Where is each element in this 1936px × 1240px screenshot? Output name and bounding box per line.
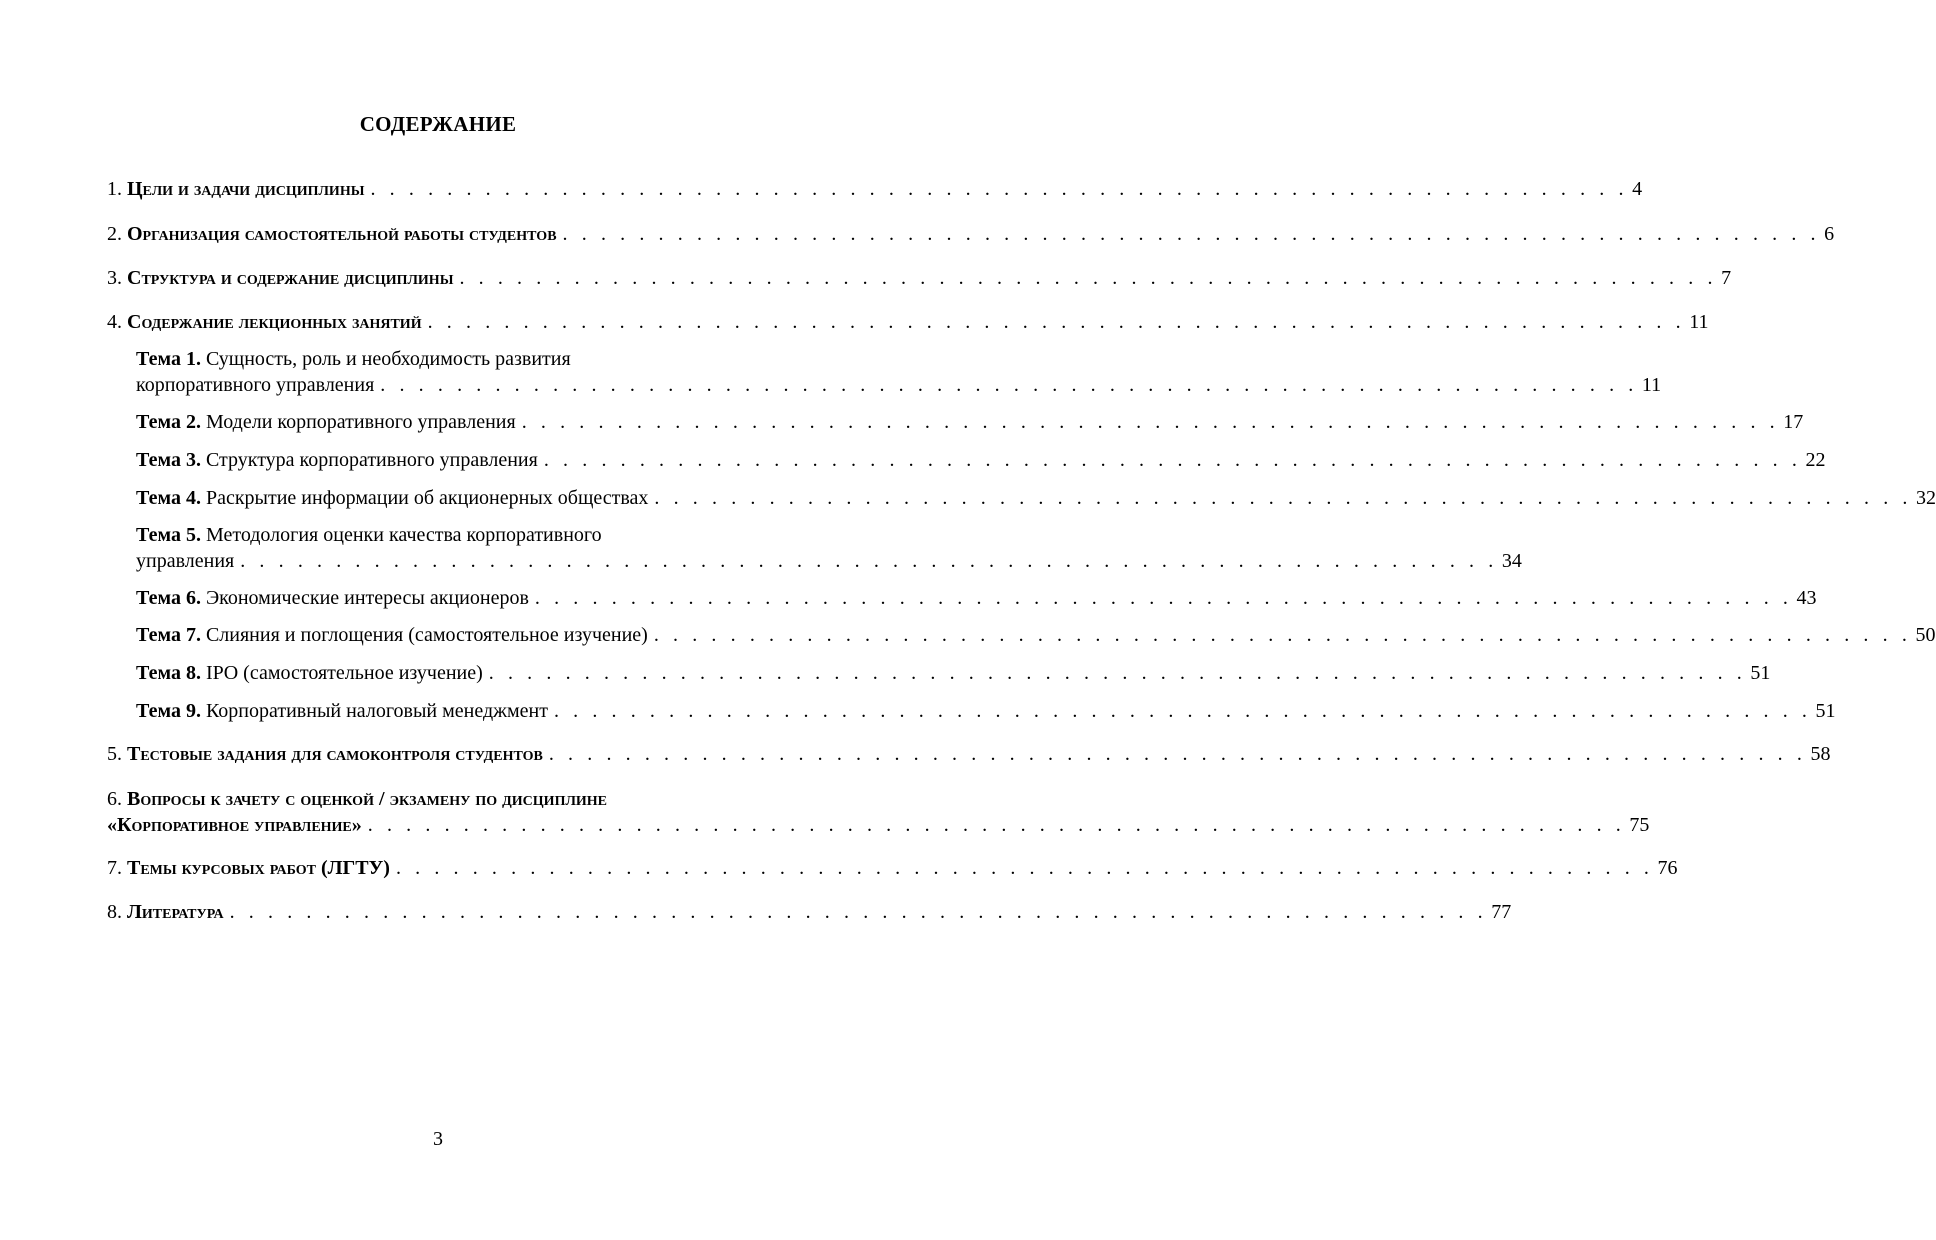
dot-leader: . . . . . . . . . . . . . . . . . . . . . . . . . . . . . . . . . . . . . . . . . . . . . . . . . . . . . . . . . . . . . . . . . . — [543, 449, 1802, 471]
toc-subentry-7[interactable]: Тема 7. Слияния и поглощения (самостоятельное изучение) . . . . . . . . . . . . . . . . . . . . . . . . . . . . . . . . . . . . . . . . . . . . . . . . . . . . . . . . . . . . . . . . . . 50 — [136, 624, 1936, 646]
dot-leader: . . . . . . . . . . . . . . . . . . . . . . . . . . . . . . . . . . . . . . . . . . . . . . . . . . . . . . . . . . . . . . . . . . — [240, 550, 1498, 572]
dot-leader: . . . . . . . . . . . . . . . . . . . . . . . . . . . . . . . . . . . . . . . . . . . . . . . . . . . . . . . . . . . . . . . . . . — [534, 587, 1793, 609]
toc-subentry-2[interactable]: Тема 2. Модели корпоративного управления . . . . . . . . . . . . . . . . . . . . . . . . . . . . . . . . . . . . . . . . . . . . . . . . . . . . . . . . . . . . . . . . . . 17 — [136, 411, 1804, 433]
toc-page-number: 76 — [1657, 857, 1678, 879]
toc-entry-7[interactable] — [107, 855, 1678, 881]
toc-entry-6[interactable]: «Корпоративное управление» . . . . . . . . . . . . . . . . . . . . . . . . . . . . . . . . . . . . . . . . . . . . . . . . . . . . . . . . . . . . . . . . . . 75 — [107, 814, 1650, 836]
toc-page-number: 75 — [1629, 814, 1650, 836]
toc-entry-6-line1[interactable]: 6. Вопросы к зачету с оценкой / экзамену по дисциплине — [107, 788, 608, 810]
toc-page-number: 34 — [1501, 550, 1522, 572]
toc-page-number: 32 — [1916, 487, 1936, 509]
toc-entry-label: 2. Организация самостоятельной работы студентов — [107, 223, 557, 245]
toc-entry-label: 7. Темы курсовых работ (ЛГТУ) — [107, 857, 390, 879]
dot-leader: . . . . . . . . . . . . . . . . . . . . . . . . . . . . . . . . . . . . . . . . . . . . . . . . . . . . . . . . . . . . . . . . . . — [459, 267, 1718, 289]
dot-leader: . . . . . . . . . . . . . . . . . . . . . . . . . . . . . . . . . . . . . . . . . . . . . . . . . . . . . . . . . . . . . . . . . . — [229, 901, 1488, 923]
toc-entry-label: 4. Содержание лекционных занятий — [107, 311, 422, 333]
toc-page-number: 22 — [1805, 449, 1826, 471]
toc-subentry-1-line1[interactable]: Тема 1. Сущность, роль и необходимость развития — [136, 348, 571, 370]
toc-page-number: 7 — [1721, 267, 1732, 289]
toc-subentry-9[interactable]: Тема 9. Корпоративный налоговый менеджмент . . . . . . . . . . . . . . . . . . . . . . . . . . . . . . . . . . . . . . . . . . . . . . . . . . . . . . . . . . . . . . . . . . 51 — [136, 700, 1836, 722]
dot-leader: . . . . . . . . . . . . . . . . . . . . . . . . . . . . . . . . . . . . . . . . . . . . . . . . . . . . . . . . . . . . . . . . . . — [380, 374, 1638, 396]
toc-page-number: 58 — [1810, 743, 1831, 765]
dot-leader: . . . . . . . . . . . . . . . . . . . . . . . . . . . . . . . . . . . . . . . . . . . . . . . . . . . . . . . . . . . . . . . . . . — [548, 743, 1807, 765]
toc-subentry-3[interactable]: Тема 3. Структура корпоративного управления . . . . . . . . . . . . . . . . . . . . . . . . . . . . . . . . . . . . . . . . . . . . . . . . . . . . . . . . . . . . . . . . . . 22 — [136, 449, 1826, 471]
dot-leader: . . . . . . . . . . . . . . . . . . . . . . . . . . . . . . . . . . . . . . . . . . . . . . . . . . . . . . . . . . . . . . . . . . — [521, 411, 1780, 433]
dot-leader: . . . . . . . . . . . . . . . . . . . . . . . . . . . . . . . . . . . . . . . . . . . . . . . . . . . . . . . . . . . . . . . . . . — [562, 223, 1821, 245]
toc-page-number: 6 — [1824, 223, 1835, 245]
toc-page-number: 11 — [1689, 311, 1709, 333]
toc-page-number: 43 — [1796, 587, 1817, 609]
toc-subentry-5-line1[interactable]: Тема 5. Методология оценки качества корпоративного — [136, 524, 602, 546]
dot-leader: . . . . . . . . . . . . . . . . . . . . . . . . . . . . . . . . . . . . . . . . . . . . . . . . . . . . . . . . . . . . . . . . . . — [370, 178, 1629, 200]
dot-leader: . . . . . . . . . . . . . . . . . . . . . . . . . . . . . . . . . . . . . . . . . . . . . . . . . . . . . . . . . . . . . . . . . . — [395, 857, 1654, 879]
toc-page-number: 51 — [1815, 700, 1836, 722]
toc-page-number: 51 — [1750, 662, 1771, 684]
toc-page-number: 17 — [1783, 411, 1804, 433]
dot-leader: . . . . . . . . . . . . . . . . . . . . . . . . . . . . . . . . . . . . . . . . . . . . . . . . . . . . . . . . . . . . . . . . . . — [654, 487, 1913, 509]
toc-page-number: 4 — [1632, 178, 1643, 200]
dot-leader: . . . . . . . . . . . . . . . . . . . . . . . . . . . . . . . . . . . . . . . . . . . . . . . . . . . . . . . . . . . . . . . . . . — [653, 624, 1912, 646]
toc-subentry-4[interactable]: Тема 4. Раскрытие информации об акционерных обществах . . . . . . . . . . . . . . . . . . . . . . . . . . . . . . . . . . . . . . . . . . . . . . . . . . . . . . . . . . . . . . . . . . 32 — [136, 487, 1936, 509]
dot-leader: . . . . . . . . . . . . . . . . . . . . . . . . . . . . . . . . . . . . . . . . . . . . . . . . . . . . . . . . . . . . . . . . . . — [553, 700, 1812, 722]
toc-entry-1[interactable] — [107, 176, 1643, 202]
toc-entry-label: 8. Литература — [107, 901, 224, 923]
dot-leader: . . . . . . . . . . . . . . . . . . . . . . . . . . . . . . . . . . . . . . . . . . . . . . . . . . . . . . . . . . . . . . . . . . — [488, 662, 1747, 684]
page-title: СОДЕРЖАНИЕ — [359, 112, 517, 136]
toc-entry-8[interactable] — [107, 899, 1512, 925]
toc-entry-label: 3. Структура и содержание дисциплины — [107, 267, 454, 289]
dot-leader: . . . . . . . . . . . . . . . . . . . . . . . . . . . . . . . . . . . . . . . . . . . . . . . . . . . . . . . . . . . . . . . . . . — [367, 814, 1626, 836]
toc-page-number: 50 — [1915, 624, 1936, 646]
toc-entry-label: 1. Цели и задачи дисциплины — [107, 178, 365, 200]
toc-entry-label: 5. Тестовые задания для самоконтроля студентов — [107, 743, 543, 765]
dot-leader: . . . . . . . . . . . . . . . . . . . . . . . . . . . . . . . . . . . . . . . . . . . . . . . . . . . . . . . . . . . . . . . . . . — [427, 311, 1686, 333]
toc-entry-2[interactable] — [107, 221, 1835, 247]
toc-page-number: 77 — [1491, 901, 1512, 923]
toc-subentry-6[interactable]: Тема 6. Экономические интересы акционеров . . . . . . . . . . . . . . . . . . . . . . . . . . . . . . . . . . . . . . . . . . . . . . . . . . . . . . . . . . . . . . . . . . 43 — [136, 587, 1817, 609]
toc-page-number: 11 — [1641, 374, 1662, 396]
toc-subentry-8[interactable]: Тема 8. IPO (самостоятельное изучение) . . . . . . . . . . . . . . . . . . . . . . . . . . . . . . . . . . . . . . . . . . . . . . . . . . . . . . . . . . . . . . . . . . 51 — [136, 662, 1771, 684]
page-number: 3 — [433, 1128, 443, 1150]
toc-subentry-5[interactable]: управления . . . . . . . . . . . . . . . . . . . . . . . . . . . . . . . . . . . . . . . . . . . . . . . . . . . . . . . . . . . . . . . . . . 34 — [136, 550, 1522, 572]
toc-entry-3[interactable] — [107, 265, 1732, 291]
toc-entry-5[interactable] — [107, 741, 1831, 767]
toc-subentry-1[interactable]: корпоративного управления . . . . . . . . . . . . . . . . . . . . . . . . . . . . . . . . . . . . . . . . . . . . . . . . . . . . . . . . . . . . . . . . . . 11 — [136, 374, 1662, 396]
toc-entry-4[interactable] — [107, 309, 1709, 335]
